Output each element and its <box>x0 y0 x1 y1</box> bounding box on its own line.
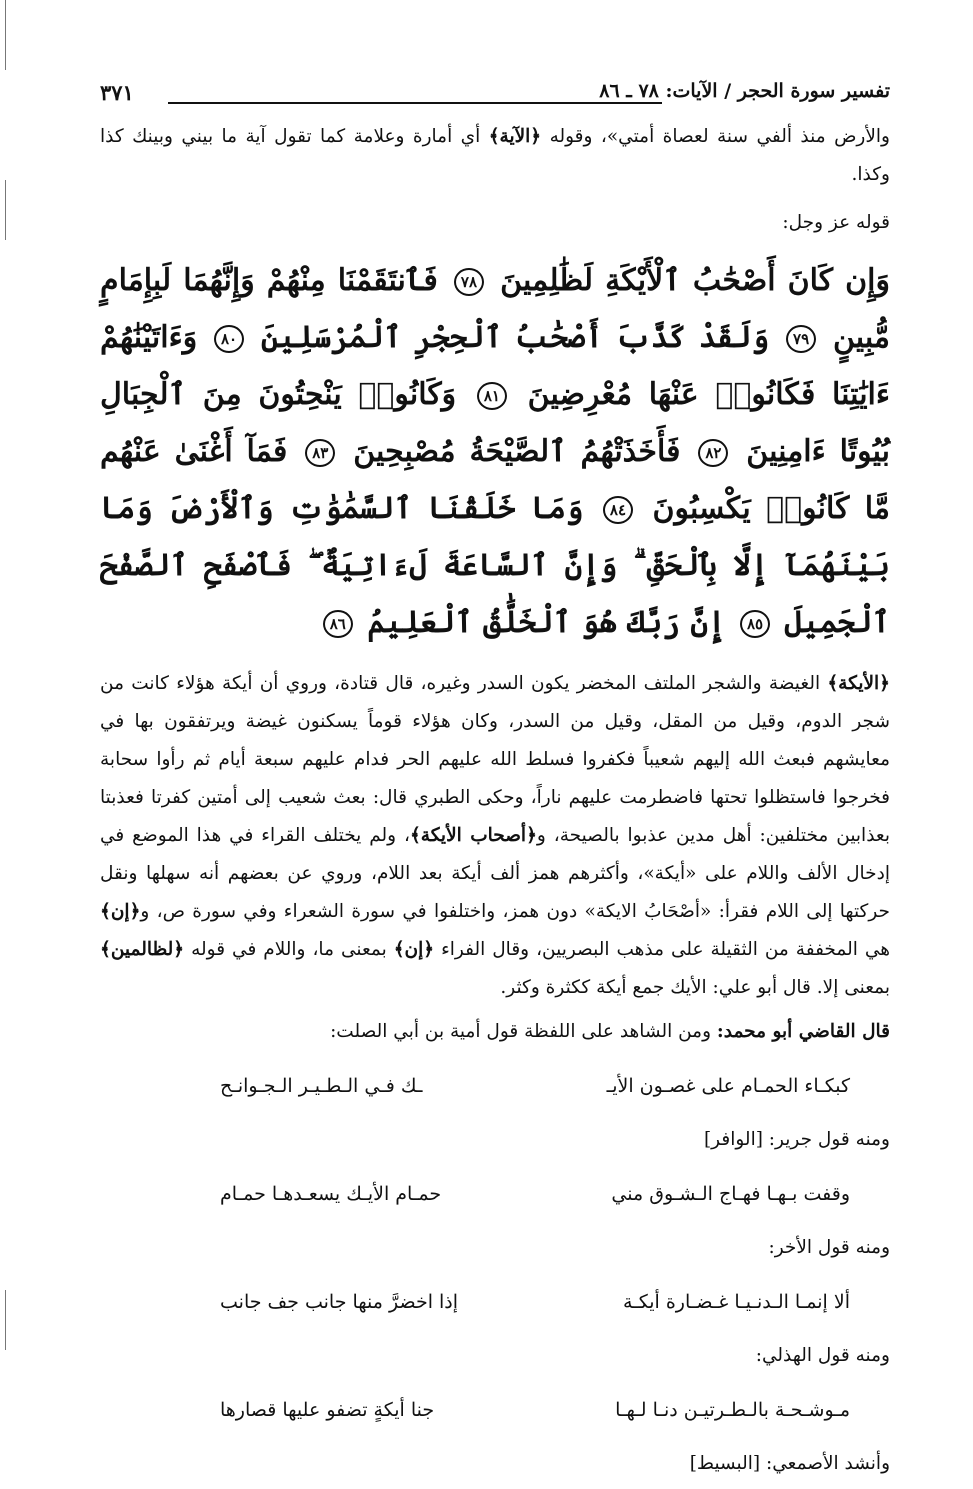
term-aykah: ﴿الأيكة﴾ <box>827 673 890 694</box>
intro-paragraph: والأرض منذ ألفي سنة لعصاة أمتي»، وقوله ﴿الآية﴾ أي أمارة وعلامة كما تقول آية ما بيني وبينك كذا وكذا. <box>100 126 890 185</box>
poem-line <box>100 1273 890 1331</box>
poem-first-hemistich: ألا إنمـا الـدنـيـا غـضـارة أيكـة <box>622 1291 850 1313</box>
verse-number-marker: ٨٠ <box>214 325 244 353</box>
verse-text: فَٱنتَقَمْنَا مِنْهُمْ وَإِنَّهُمَا لَبِإِمَامٍ مُّبِينٍ <box>100 263 890 355</box>
page-content <box>100 78 890 1489</box>
verse-number-marker: ٨٤ <box>603 496 633 524</box>
poem-line <box>100 1165 890 1223</box>
verse-text: وَمَا خَلَقْنَا ٱلسَّمَٰوَٰتِ وَٱلْأَرْضَ وَمَا بَيْنَهُمَآ إِلَّا بِٱلْحَقِّ ۗ وَإِنَّ ٱلسَّاعَةَ لَءَاتِيَةٌ ۖ فَٱصْفَحِ ٱلصَّفْحَ ٱلْجَمِيلَ <box>100 491 890 640</box>
poem-line <box>100 1057 890 1115</box>
poem-first-hemistich: وقفت بـهـا فهـاج الـشـوق مني <box>611 1183 850 1205</box>
poem-second-hemistich: إذا اخضرَّ منها جانب جف جانب <box>220 1291 459 1313</box>
poem-intro: ومنه قول الهذلي: <box>755 1345 890 1366</box>
poem-second-hemistich: ـك فـي الـطـيـر الـجـوانـح <box>220 1075 423 1097</box>
verse-number-marker: ٨٣ <box>305 439 335 467</box>
term-ayah: ﴿الآية﴾ <box>488 126 542 147</box>
scan-edge-mark <box>5 1290 6 1350</box>
verse-number-marker: ٨١ <box>477 382 507 410</box>
poem-line <box>100 1381 890 1439</box>
header-rule <box>168 102 662 104</box>
poem-intro: ومنه قول الأخر: <box>768 1237 890 1258</box>
term-in: ﴿إن﴾ <box>393 939 435 960</box>
poem-second-hemistich: حمـام الأيـك يسعـدهـا حمـام <box>220 1183 442 1205</box>
term-in: ﴿إن﴾ <box>100 901 141 922</box>
verse-number-marker: ٨٢ <box>698 439 728 467</box>
term-lazalimin: ﴿لظالمين﴾ <box>100 939 185 960</box>
final-intro: وأنشد الأصمعي: [البسيط] <box>689 1453 890 1474</box>
poem-second-hemistich: جنا أيكةٍ تضفو عليها قصارها <box>220 1399 435 1421</box>
poem-first-hemistich: مـوشـحـة بالـطـرتيـن دنـا لـهـا <box>615 1399 850 1421</box>
page-number: ٣٧١ <box>100 80 134 105</box>
verse-number-marker: ٨٦ <box>323 610 353 638</box>
poem-first-hemistich: كبكـاء الحمـام على غصـون الأيـ <box>606 1075 850 1097</box>
judge-intro: قال القاضي أبو محمد: ومن الشاهد على اللفظة قول أمية بن أبي الصلت: <box>330 1021 890 1042</box>
scan-edge-mark <box>5 0 6 70</box>
verse-text: فَأَخَذَتْهُمُ ٱلصَّيْحَةُ مُصْبِحِينَ <box>353 434 681 469</box>
header-title: تفسير سورة الحجر / الآيات: ٧٨ ـ ٨٦ <box>599 80 890 102</box>
running-header <box>100 78 890 118</box>
verse-text: فَمَآ أَغْنَىٰ عَنْهُم مَّا كَانُوا۟ يَكْسِبُونَ <box>100 434 890 526</box>
verse-number-marker: ٧٨ <box>454 268 484 296</box>
verse-text: وَإِن كَانَ أَصْحَٰبُ ٱلْأَيْكَةِ لَظَٰلِمِينَ <box>500 263 891 298</box>
scan-edge-mark <box>5 180 6 240</box>
verse-text: إِنَّ رَبَّكَ هُوَ ٱلْخَلَّٰقُ ٱلْعَلِيمُ <box>367 605 726 640</box>
term-ashab-aykah: ﴿أصحاب الأيكة﴾ <box>409 825 537 846</box>
verse-number-marker: ٧٩ <box>786 325 816 353</box>
verse-text: وَءَاتَيْنَٰهُمْ ءَايَٰتِنَا فَكَانُوا۟ عَنْهَا مُعْرِضِينَ <box>100 320 890 412</box>
verse-text: وَلَقَدْ كَذَّبَ أَصْحَٰبُ ٱلْحِجْرِ ٱلْمُرْسَلِينَ <box>260 320 770 355</box>
lead-in: قوله عز وجل: <box>782 212 890 233</box>
judge-name: قال القاضي أبو محمد: <box>716 1021 890 1042</box>
quran-verses <box>100 252 890 651</box>
commentary-paragraph: ﴿الأيكة﴾ الغيضة والشجر الملتف المخضر يكون السدر وغيره، قال قتادة، وروي أن أيكة هؤلاء كانت من شجر الدوم، وقيل من المقل، وقيل من السدر، وكان هؤلاء قوماً يسكنون غيضة ويرتفقون بها في معايشهم فبعث الله إليهم شعيباً فكفروا فسلط الله عليهم الحر فدام عليهم سبعة أيام ثم رأوا سحابة فخرجوا فاستظلوا تحتها فاضطرمت عليهم ناراً، وحكى الطبري قال: بعث شعيب إلى أمتين كفرتا فعذبتا بعذابين مختلفين: أهل مدين عذبوا بالصيحة، و﴿أصحاب الأيكة﴾، ولم يختلف القراء في هذا الموضع في إدخال الألف واللام على «أيكة»، وأكثرهم همز ألف أيكة بعد اللام، وروي عن بعضهم أنه سهلها ونقل حركتها إلى اللام فقرأ: «أصْحَابُ الايكة» دون همز، واختلفوا في سورة الشعراء وفي سورة ص، و﴿إن﴾ هي المخففة من الثقيلة على مذهب البصريين، وقال الفراء ﴿إن﴾ بمعنى ما، واللام في قوله ﴿لظالمين﴾ بمعنى إلا. قال أبو علي: الأيك جمع أيكة ككثرة وكثر. <box>100 673 890 998</box>
verse-text: وَكَانُوا۟ يَنْحِتُونَ مِنَ ٱلْجِبَالِ بُيُوتًا ءَامِنِينَ <box>100 377 890 469</box>
poem-intro: ومنه قول جرير: [الوافر] <box>703 1129 890 1150</box>
verse-number-marker: ٨٥ <box>740 610 770 638</box>
